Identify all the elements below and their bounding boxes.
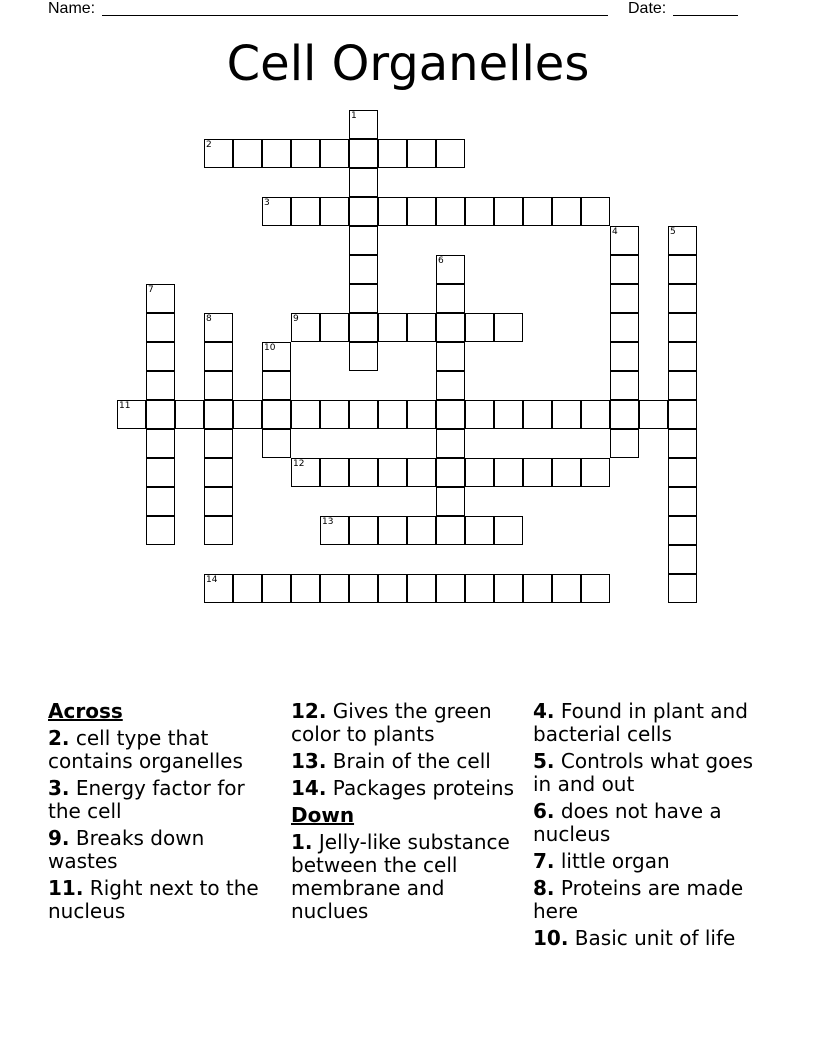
crossword-cell[interactable]: [668, 429, 697, 458]
crossword-cell[interactable]: [668, 516, 697, 545]
clue-text: Jelly-like substance between the cell membrane and nuclues: [291, 830, 510, 923]
clue-number: 2.: [48, 726, 70, 750]
clue-column-2: [291, 700, 523, 927]
crossword-cell[interactable]: [349, 516, 378, 545]
crossword-cell[interactable]: [291, 139, 320, 168]
crossword-cell[interactable]: [668, 255, 697, 284]
clue-number-label: 6: [438, 256, 444, 266]
crossword-cell[interactable]: [436, 371, 465, 400]
clue-text: little organ: [554, 849, 670, 873]
clue-text: does not have a nucleus: [533, 799, 722, 846]
clue-number: 3.: [48, 776, 70, 800]
crossword-cell[interactable]: [436, 139, 465, 168]
crossword-cell[interactable]: [378, 400, 407, 429]
crossword-cell[interactable]: [349, 400, 378, 429]
crossword-cell[interactable]: [407, 313, 436, 342]
crossword-cell[interactable]: [349, 458, 378, 487]
crossword-cell[interactable]: [378, 139, 407, 168]
crossword-cell[interactable]: [204, 400, 233, 429]
crossword-cell[interactable]: [204, 487, 233, 516]
crossword-cell[interactable]: [494, 574, 523, 603]
clue-down: [291, 831, 523, 923]
crossword-cell[interactable]: [552, 197, 581, 226]
clue-number: 8.: [533, 876, 555, 900]
clue-number-label: 10: [264, 343, 276, 353]
clue-number: 1.: [291, 830, 313, 854]
crossword-cell[interactable]: [407, 516, 436, 545]
clue-number: 4.: [533, 699, 555, 723]
crossword-cell[interactable]: [204, 458, 233, 487]
crossword-cell[interactable]: [523, 574, 552, 603]
crossword-cell[interactable]: [610, 371, 639, 400]
clue-number-label: 7: [148, 285, 154, 295]
crossword-cell[interactable]: [233, 139, 262, 168]
crossword-cell[interactable]: [465, 458, 494, 487]
crossword-cell[interactable]: [378, 313, 407, 342]
crossword-cell[interactable]: [349, 226, 378, 255]
crossword-cell[interactable]: [668, 458, 697, 487]
clue-number: 14.: [291, 776, 327, 800]
clue-text: Proteins are made here: [533, 876, 744, 923]
clue-down: [533, 750, 765, 796]
crossword-cell[interactable]: [465, 197, 494, 226]
clue-text: Found in plant and bacterial cells: [533, 699, 748, 746]
clue-number-label: 13: [322, 517, 334, 527]
crossword-cell[interactable]: [320, 400, 349, 429]
clue-across: [48, 827, 280, 873]
crossword-cell[interactable]: [146, 400, 175, 429]
clue-down: [533, 850, 765, 873]
crossword-cell[interactable]: [436, 574, 465, 603]
crossword-cell[interactable]: [407, 458, 436, 487]
crossword-cell[interactable]: [291, 197, 320, 226]
crossword-cell[interactable]: [349, 342, 378, 371]
crossword-cell[interactable]: [436, 516, 465, 545]
crossword-cell[interactable]: [610, 429, 639, 458]
crossword-cell[interactable]: [465, 400, 494, 429]
crossword-cell[interactable]: [349, 168, 378, 197]
crossword-cell[interactable]: [436, 458, 465, 487]
crossword-cell[interactable]: [233, 574, 262, 603]
crossword-cell[interactable]: [668, 574, 697, 603]
crossword-cell[interactable]: [668, 487, 697, 516]
crossword-cell[interactable]: [204, 516, 233, 545]
clue-number: 13.: [291, 749, 327, 773]
crossword-cell[interactable]: [523, 458, 552, 487]
crossword-cell[interactable]: [668, 313, 697, 342]
crossword-cell[interactable]: [668, 400, 697, 429]
crossword-cell[interactable]: [146, 313, 175, 342]
crossword-cell[interactable]: [581, 574, 610, 603]
crossword-cell[interactable]: [146, 371, 175, 400]
clue-text: Breaks down wastes: [48, 826, 205, 873]
clue-down: [533, 700, 765, 746]
clue-text: Energy factor for the cell: [48, 776, 245, 823]
crossword-cell[interactable]: [610, 284, 639, 313]
crossword-cell[interactable]: [494, 516, 523, 545]
clue-number-label: 1: [351, 111, 357, 121]
crossword-cell[interactable]: [204, 371, 233, 400]
clue-number: 10.: [533, 926, 569, 950]
clue-number-label: 8: [206, 314, 212, 324]
clue-column-1: [48, 700, 280, 927]
clue-text: cell type that contains organelles: [48, 726, 243, 773]
crossword-cell[interactable]: [262, 429, 291, 458]
crossword-cell[interactable]: [610, 400, 639, 429]
crossword-cell[interactable]: [262, 371, 291, 400]
crossword-cell[interactable]: [407, 400, 436, 429]
clue-number: 11.: [48, 876, 84, 900]
crossword-cell[interactable]: [465, 574, 494, 603]
clue-number-label: 11: [119, 401, 131, 411]
crossword-cell[interactable]: [233, 400, 262, 429]
clue-text: Packages proteins: [326, 776, 514, 800]
clue-text: Brain of the cell: [326, 749, 491, 773]
crossword-cell[interactable]: [378, 197, 407, 226]
crossword-cell[interactable]: [349, 139, 378, 168]
clue-number-label: 3: [264, 198, 270, 208]
crossword-cell[interactable]: [262, 574, 291, 603]
crossword-cell[interactable]: [494, 313, 523, 342]
crossword-cell[interactable]: [610, 313, 639, 342]
clue-text: Basic unit of life: [568, 926, 736, 950]
crossword-cell[interactable]: [378, 458, 407, 487]
clue-text: Right next to the nucleus: [48, 876, 259, 923]
crossword-cell[interactable]: [320, 139, 349, 168]
crossword-cell[interactable]: [378, 574, 407, 603]
crossword-cell[interactable]: [349, 255, 378, 284]
crossword-cell[interactable]: [349, 284, 378, 313]
clue-number-label: 5: [670, 227, 676, 237]
clue-down: [533, 927, 765, 950]
crossword-cell[interactable]: [262, 400, 291, 429]
crossword-cell[interactable]: [552, 574, 581, 603]
crossword-cell[interactable]: [204, 342, 233, 371]
crossword-cell[interactable]: [494, 400, 523, 429]
crossword-cell[interactable]: [523, 400, 552, 429]
clue-across: [48, 727, 280, 773]
crossword-cell[interactable]: [465, 313, 494, 342]
crossword-cell[interactable]: [581, 400, 610, 429]
crossword-cell[interactable]: [436, 342, 465, 371]
crossword-cell[interactable]: [436, 313, 465, 342]
clue-down: [533, 800, 765, 846]
crossword-cell[interactable]: [639, 400, 668, 429]
clue-across: [48, 777, 280, 823]
crossword-cell[interactable]: [320, 313, 349, 342]
clue-down: [533, 877, 765, 923]
crossword-cell[interactable]: [320, 574, 349, 603]
crossword-cell[interactable]: [175, 400, 204, 429]
clue-text: Gives the green color to plants: [291, 699, 492, 746]
crossword-cell[interactable]: [204, 429, 233, 458]
crossword-cell[interactable]: [407, 197, 436, 226]
clue-across: [291, 750, 523, 773]
crossword-cell[interactable]: [146, 458, 175, 487]
clue-number-label: 2: [206, 140, 212, 150]
crossword-cell[interactable]: [349, 574, 378, 603]
crossword-cell[interactable]: [436, 400, 465, 429]
crossword-cell[interactable]: [581, 458, 610, 487]
crossword-cell[interactable]: [291, 574, 320, 603]
crossword-cell[interactable]: [407, 139, 436, 168]
crossword-cell[interactable]: [320, 458, 349, 487]
crossword-cell[interactable]: [291, 400, 320, 429]
crossword-cell[interactable]: [668, 371, 697, 400]
clue-number: 5.: [533, 749, 555, 773]
crossword-cell[interactable]: [523, 197, 552, 226]
crossword-cell[interactable]: [668, 342, 697, 371]
crossword-cell[interactable]: [610, 255, 639, 284]
clue-number: 6.: [533, 799, 555, 823]
crossword-cell[interactable]: [146, 487, 175, 516]
crossword-cell[interactable]: [407, 574, 436, 603]
crossword-cell[interactable]: [146, 429, 175, 458]
crossword-cell[interactable]: [668, 284, 697, 313]
crossword-cell[interactable]: [668, 545, 697, 574]
crossword-cell[interactable]: [610, 342, 639, 371]
crossword-cell[interactable]: [436, 429, 465, 458]
clue-across: [48, 877, 280, 923]
crossword-cell[interactable]: [494, 197, 523, 226]
crossword-cell[interactable]: [262, 139, 291, 168]
crossword-cell[interactable]: [146, 516, 175, 545]
clue-across: [291, 777, 523, 800]
clue-column-3: [533, 700, 765, 954]
crossword-cell[interactable]: [436, 284, 465, 313]
name-label: Name:: [48, 0, 96, 17]
clue-number-label: 14: [206, 575, 218, 585]
crossword-cell[interactable]: [581, 197, 610, 226]
clue-number: 9.: [48, 826, 70, 850]
date-label: Date:: [628, 0, 667, 17]
crossword-cell[interactable]: [494, 458, 523, 487]
crossword-cell[interactable]: [378, 516, 407, 545]
crossword-cell[interactable]: [320, 197, 349, 226]
page-title: Cell Organelles: [226, 36, 590, 92]
down-heading: Down: [291, 803, 355, 827]
clue-number-label: 12: [293, 459, 305, 469]
crossword-cell[interactable]: [552, 458, 581, 487]
crossword-cell[interactable]: [146, 342, 175, 371]
crossword-cell[interactable]: [349, 313, 378, 342]
clue-across: [291, 700, 523, 746]
crossword-cell[interactable]: [349, 197, 378, 226]
clue-number-label: 4: [612, 227, 618, 237]
across-heading: Across: [48, 699, 123, 723]
crossword-cell[interactable]: [465, 516, 494, 545]
crossword-cell[interactable]: [436, 197, 465, 226]
clue-number: 12.: [291, 699, 327, 723]
crossword-cell[interactable]: [436, 487, 465, 516]
clue-number-label: 9: [293, 314, 299, 324]
clue-number: 7.: [533, 849, 555, 873]
crossword-cell[interactable]: [552, 400, 581, 429]
clue-text: Controls what goes in and out: [533, 749, 754, 796]
